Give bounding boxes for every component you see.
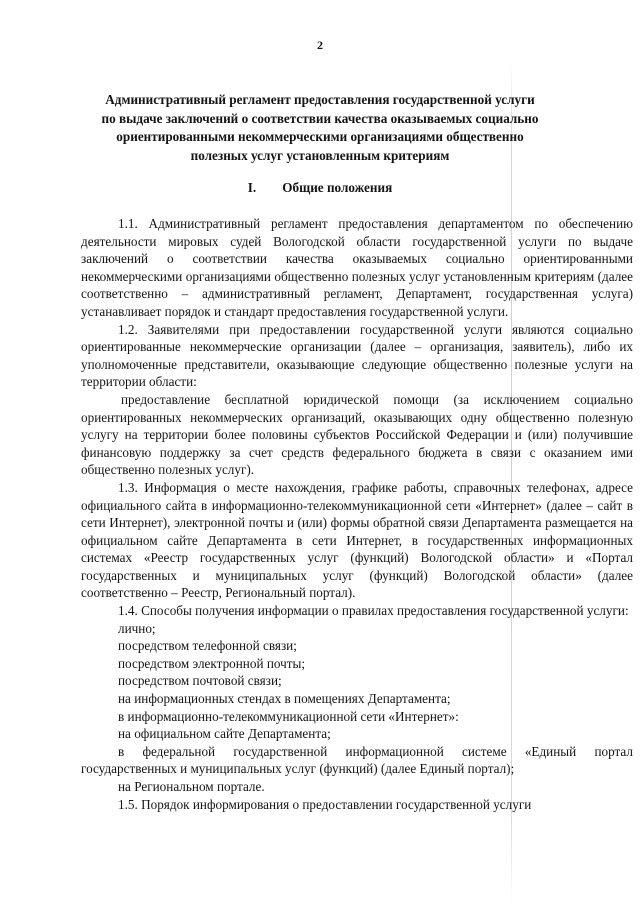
paragraph-1-4: 1.4. Способы получения информации о правилах предоставления государственной услуги: bbox=[118, 603, 629, 619]
section-number: I. bbox=[247, 180, 257, 195]
title-line-1: Административный регламент предоставления государственной услуги bbox=[105, 92, 535, 107]
list-item: посредством телефонной связи; bbox=[118, 638, 297, 654]
list-item: в федеральной государственной информационной системе «Единый портал государственных и муниципальных услуг (функций) (далее Единый портал); bbox=[81, 743, 633, 777]
list-item: посредством почтовой связи; bbox=[118, 673, 282, 689]
paragraph-1-2-service: предоставление бесплатной юридической помощи (за исключением социально ориентированных некоммерческих организаций, оказывающих одну общественно полезную услугу на территории более половины субъектов Российской Федерации и (или) получившие финансовую поддержку за счет средств федерального бюджета в связи с оказанием ими общественно полезных услуг). bbox=[81, 391, 633, 478]
paragraph-1-1: 1.1. Административный регламент предоставления департаментом по обеспечению деятельности мировых судей Вологодской области государственной услуги по выдаче заключений о соответствии качества оказываемых социально ориентированными некоммерческими организациями общественно полезных услуг установленным критериям (далее соответственно – административный регламент, Департамент, государственная услуга) устанавливает порядок и стандарт предоставления государственной услуги. bbox=[81, 216, 633, 319]
section-heading bbox=[0, 180, 640, 196]
title-line-3: ориентированными некоммерческими организациями общественно bbox=[116, 129, 524, 144]
list-item: на официальном сайте Департамента; bbox=[118, 726, 331, 742]
list-item: на Региональном портале. bbox=[118, 779, 265, 794]
paragraph-1-3: 1.3. Информация о месте нахождения, графике работы, справочных телефонах, адресе официального сайта в информационно-телекоммуникационной сети «Интернет» (далее – сайт в сети Интернет), электронной почты и (или) формы обратной связи Департамента размещается на официальном сайте Департамента в сети Интернет, в государственных информационных системах «Реестр государственных услуг (функций) Вологодской области» и «Портал государственных и муниципальных услуг (функций) Вологодской области» (далее соответственно – Реестр, Региональный портал). bbox=[81, 479, 633, 601]
page-number: 2 bbox=[317, 38, 323, 52]
title-line-2: по выдаче заключений о соответствии качества оказываемых социально bbox=[101, 110, 539, 126]
list-item: на информационных стендах в помещениях Департамента; bbox=[118, 691, 451, 707]
list-item: лично; bbox=[118, 620, 156, 636]
paragraph-1-5: 1.5. Порядок информирования о предоставлении государственной услуги bbox=[118, 796, 532, 812]
paragraph-1-2: 1.2. Заявителями при предоставлении государственной услуги являются социально ориентированные некоммерческие организации (далее – организация, заявитель), либо их уполномоченные представители, оказывающие следующие общественно полезные услуги на территории области: bbox=[81, 321, 633, 390]
document-body bbox=[81, 215, 633, 813]
section-title: Общие положения bbox=[282, 180, 393, 195]
document-title bbox=[70, 91, 570, 165]
info-methods-list bbox=[81, 620, 633, 796]
list-item: в информационно-телекоммуникационной сети «Интернет»: bbox=[118, 708, 459, 724]
list-item: посредством электронной почты; bbox=[118, 655, 306, 671]
title-line-4: полезных услуг установленным критериям bbox=[190, 147, 450, 163]
